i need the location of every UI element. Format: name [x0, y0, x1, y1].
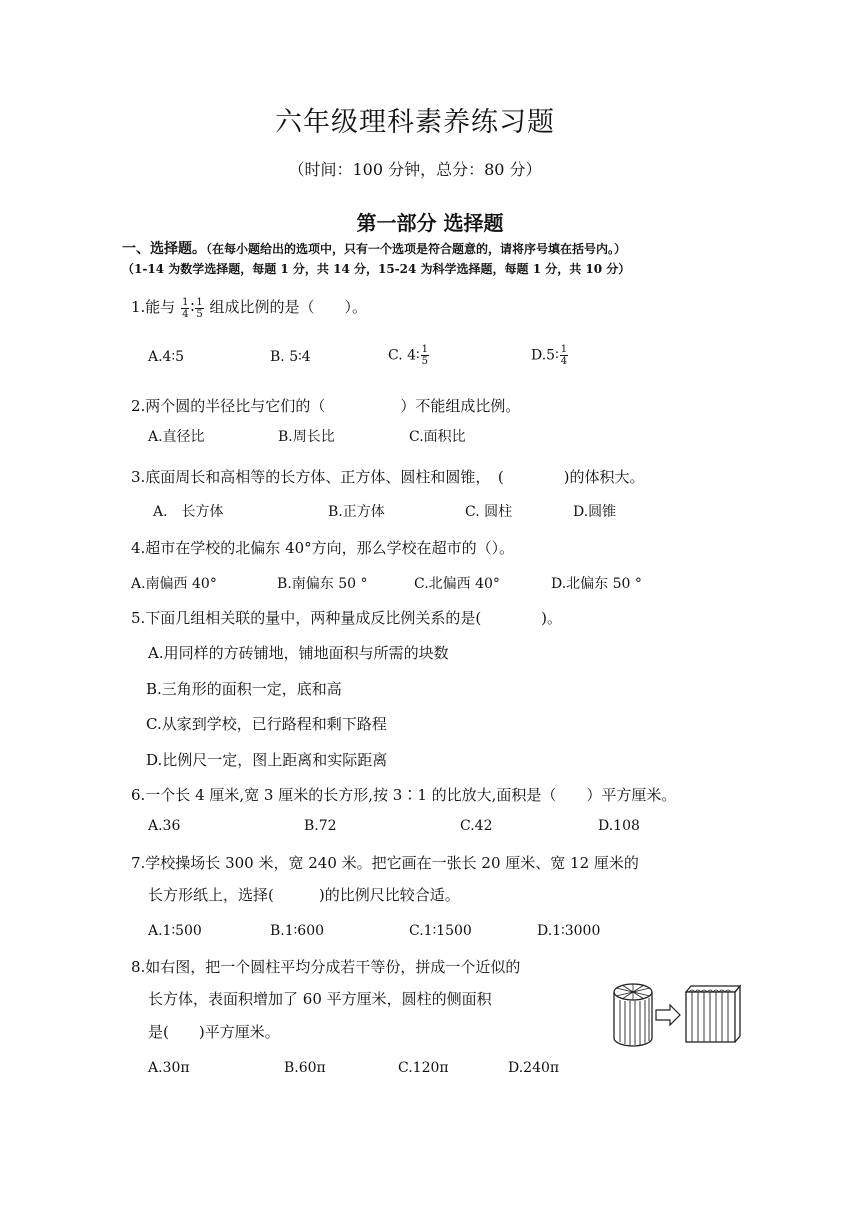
- section-note: （1-14 为数学选择题，每题 1 分，共 14 分，15-24 为科学选择题，每题 1 分，共 10 分）: [122, 262, 631, 276]
- q5-option-b: B.三角形的面积一定，底和高: [146, 680, 342, 698]
- section-title: 一、选择题。: [122, 241, 206, 257]
- ratio-colon: ∶: [190, 298, 195, 316]
- q8-option-b: B.60π: [284, 1060, 326, 1076]
- numerator: 1: [421, 344, 429, 355]
- q1-c-text: C. 4∶: [388, 347, 420, 364]
- fraction: [421, 344, 429, 367]
- q7-option-c: C.1∶1500: [409, 923, 472, 939]
- denominator: 4: [560, 356, 568, 367]
- q4-option-b: B.南偏东 50 °: [277, 576, 368, 592]
- denominator: 4: [182, 308, 189, 320]
- q3-option-a: A. 长方体: [153, 504, 224, 520]
- q1-option-c: [388, 344, 430, 367]
- q3-option-c: C. 圆柱: [465, 504, 513, 520]
- question-1-stem: [131, 296, 367, 320]
- q1-stem-pre: 1.能与: [131, 298, 176, 316]
- exam-info: （时间：100 分钟，总分：80 分）: [288, 160, 542, 179]
- q6-option-b: B.72: [304, 818, 337, 834]
- fraction: [560, 344, 568, 367]
- q2-option-a: A.直径比: [148, 429, 205, 445]
- cuboid-icon: [686, 986, 740, 1042]
- q1-option-d: [531, 344, 569, 367]
- q2-option-c: C.面积比: [409, 429, 466, 445]
- q8-option-a: A.30π: [148, 1060, 190, 1076]
- question-8-stem-line2: 长方体，表面积增加了 60 平方厘米，圆柱的侧面积: [148, 990, 492, 1008]
- q1-option-b: B. 5∶4: [270, 349, 311, 365]
- fraction-one-fifth: [195, 297, 203, 320]
- question-3-stem: 3.底面周长和高相等的长方体、正方体、圆柱和圆锥， ( )的体积大。: [131, 468, 645, 486]
- part-heading: 第一部分 选择题: [356, 211, 504, 235]
- question-2-stem: 2.两个圆的半径比与它们的（ ）不能组成比例。: [131, 397, 521, 415]
- q6-option-c: C.42: [460, 818, 493, 834]
- question-7-stem-line1: 7.学校操场长 300 米，宽 240 米。把它画在一张长 20 厘米、宽 12 厘米的: [131, 854, 639, 872]
- q8-option-d: D.240π: [508, 1060, 560, 1076]
- question-7-stem-line2: 长方形纸上，选择( )的比例尺比较合适。: [148, 886, 460, 904]
- q8-option-c: C.120π: [398, 1060, 449, 1076]
- arrow-right-icon: [656, 1005, 680, 1025]
- denominator: 5: [421, 356, 429, 367]
- q1-option-a: A.4∶5: [148, 349, 185, 365]
- numerator: 1: [196, 296, 203, 308]
- q3-option-d: D.圆锥: [573, 504, 617, 520]
- q7-option-b: B.1∶600: [270, 923, 325, 939]
- q3-option-b: B.正方体: [328, 504, 385, 520]
- q7-option-d: D.1∶3000: [537, 923, 601, 939]
- section-instruction: （在每小题给出的选项中，只有一个选项是符合题意的，请将序号填在括号内。）: [206, 242, 627, 256]
- question-5-stem: 5.下面几组相关联的量中，两种量成反比例关系的是( )。: [131, 609, 563, 627]
- cylinder-to-cuboid-figure: [608, 980, 748, 1048]
- q4-option-a: A.南偏西 40°: [131, 576, 217, 592]
- q6-option-d: D.108: [598, 818, 640, 834]
- q2-option-b: B.周长比: [278, 429, 335, 445]
- q7-option-a: A.1∶500: [148, 923, 202, 939]
- q1-d-text: D.5∶: [531, 347, 559, 364]
- q4-option-c: C.北偏西 40°: [414, 576, 500, 592]
- q6-option-a: A.36: [148, 818, 181, 834]
- question-6-stem: 6.一个长 4 厘米,宽 3 厘米的长方形,按 3∶1 的比放大,面积是（ ）平方厘米。: [131, 786, 677, 804]
- q5-option-d: D.比例尺一定，图上距离和实际距离: [146, 751, 388, 769]
- section-heading: [122, 238, 626, 258]
- numerator: 1: [560, 344, 568, 355]
- q1-stem-post: 组成比例的是（ ）。: [209, 298, 368, 316]
- question-8-stem-line3: 是( )平方厘米。: [148, 1023, 280, 1041]
- q5-option-c: C.从家到学校，已行路程和剩下路程: [146, 715, 387, 733]
- page-title: 六年级理科素养练习题: [275, 107, 555, 138]
- cylinder-icon: [614, 984, 652, 1046]
- numerator: 1: [182, 296, 189, 308]
- fraction-one-quarter: [181, 297, 189, 320]
- q5-option-a: A.用同样的方砖铺地，铺地面积与所需的块数: [148, 644, 449, 662]
- question-8-stem-line1: 8.如右图，把一个圆柱平均分成若干等份，拼成一个近似的: [131, 958, 521, 976]
- q4-option-d: D.北偏东 50 °: [551, 576, 642, 592]
- denominator: 5: [196, 308, 203, 320]
- question-4-stem: 4.超市在学校的北偏东 40°方向，那么学校在超市的（）。: [131, 539, 515, 557]
